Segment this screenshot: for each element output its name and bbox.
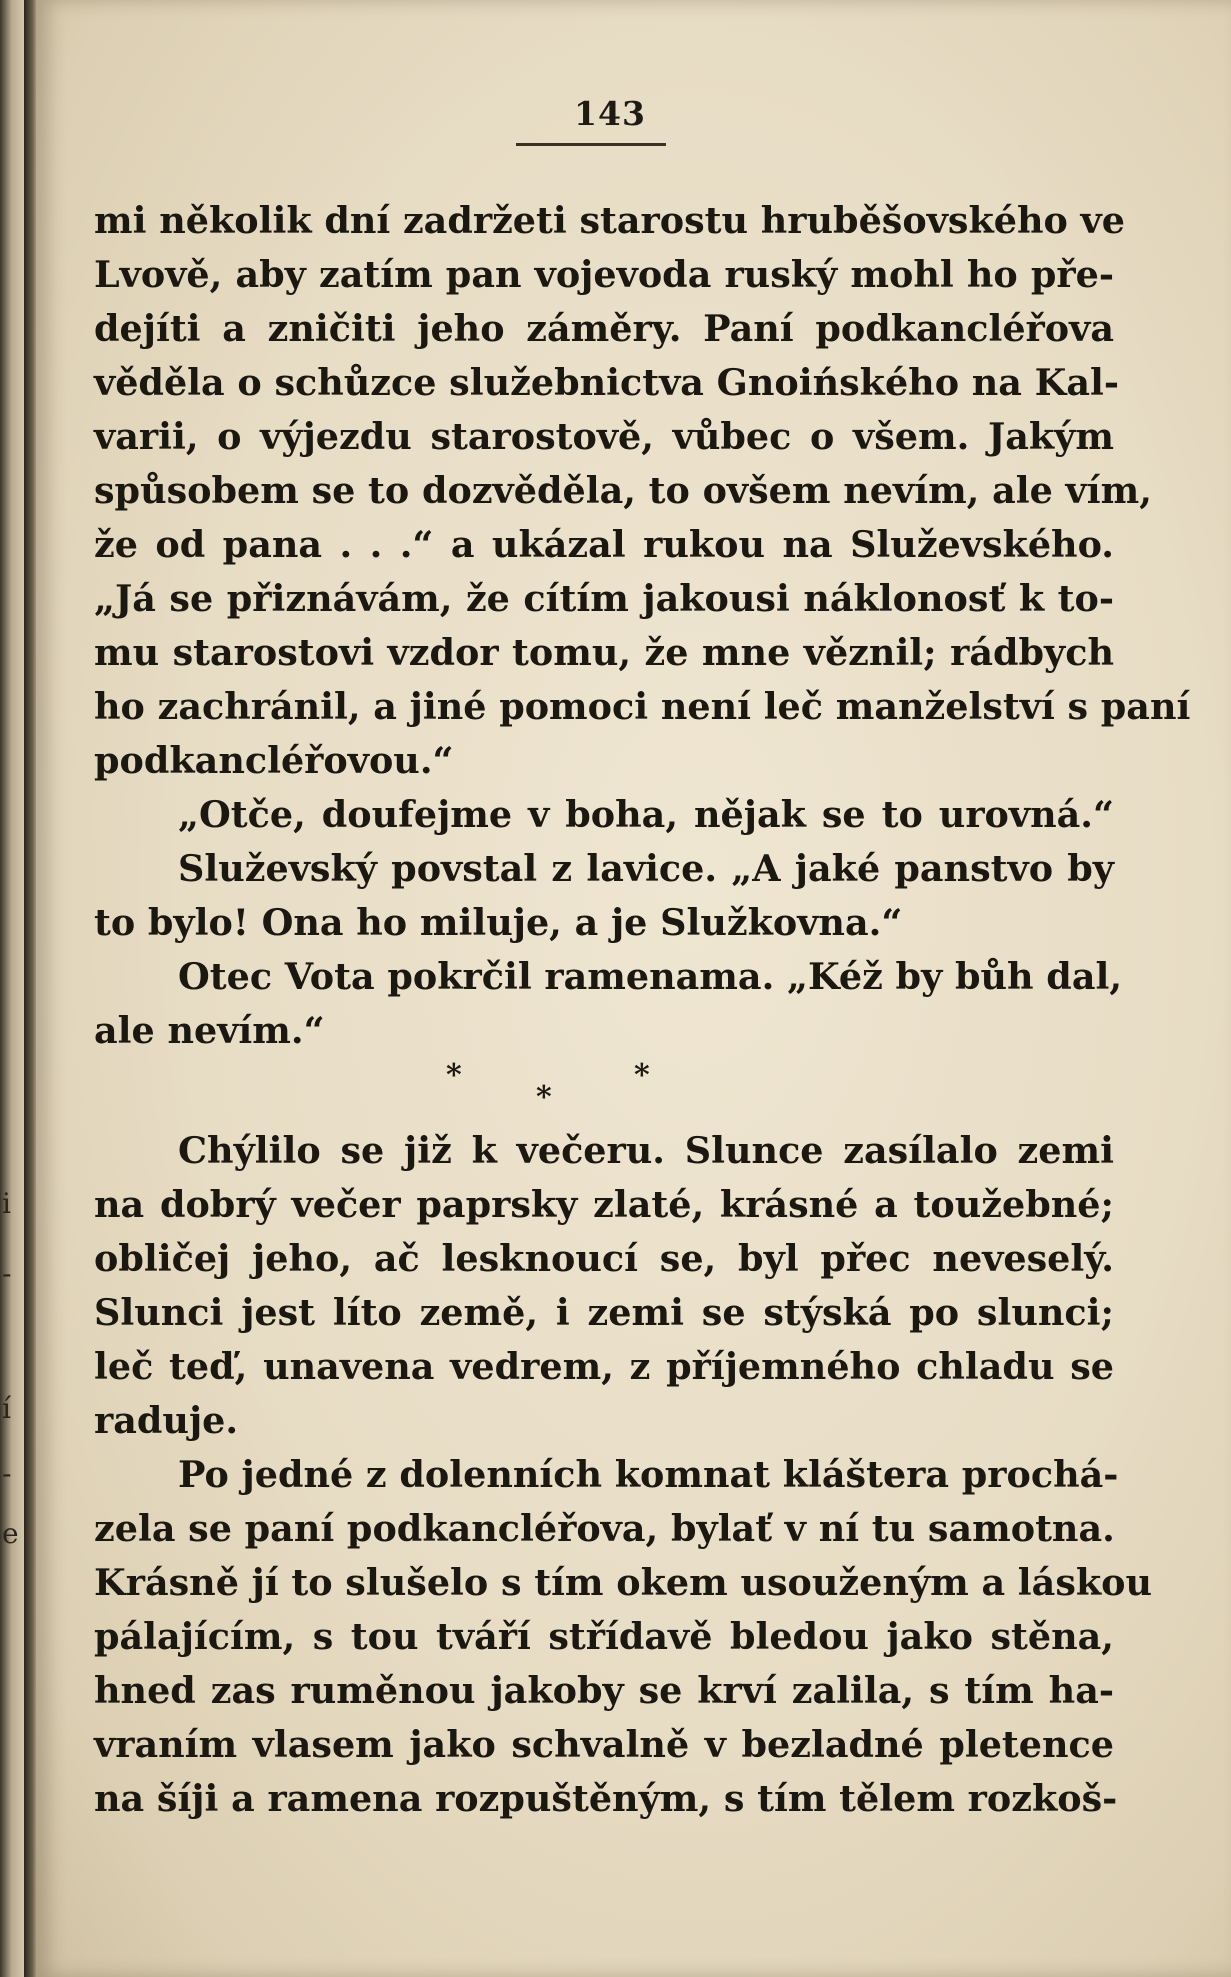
edge-letter: í (2, 1392, 11, 1425)
paragraph (94, 194, 1191, 788)
paragraph (94, 950, 1123, 1058)
text-line: dejíti a zničiti jeho záměry. Paní podkancléřova (94, 307, 1114, 350)
text-line: pálajícím, s tou tváří střídavě bledou jako stěna, (94, 1615, 1114, 1658)
text-line: vraním vlasem jako schvalně v bezladné pletence (94, 1723, 1114, 1766)
text-line: že od pana . . .“ a ukázal rukou na Služevského. (94, 523, 1114, 566)
text-line: varii, o výjezdu starostově, vůbec o všem. Jakým (94, 415, 1114, 458)
text-line: Krásně jí to slušelo s tím okem usouženým a láskou (94, 1561, 1153, 1604)
page-number: 143 (574, 94, 646, 133)
text-line: zela se paní podkancléřova, bylať v ní tu samotna. (94, 1507, 1115, 1550)
text-line: to bylo! Ona ho miluje, a je Služkovna.“ (94, 901, 903, 944)
previous-page-edge (0, 0, 26, 1977)
paragraph (94, 1448, 1153, 1826)
text-line: obličej jeho, ač lesknoucí se, byl přec neveselý. (94, 1237, 1114, 1280)
edge-letter: e (2, 1517, 19, 1550)
text-line: mi několik dní zadržeti starostu hruběšovského ve (94, 199, 1125, 242)
asterisk: * (446, 1058, 462, 1093)
edge-letter: i (2, 1187, 11, 1220)
book-page (36, 0, 1231, 1977)
text-line: „Já se přiznávám, že cítím jakousi náklonosť k to- (94, 577, 1114, 620)
text-line: věděla o schůzce služebnictva Gnoińského na Kal- (94, 361, 1120, 404)
edge-letter: - (2, 1457, 12, 1490)
body-text (94, 194, 1191, 1826)
paragraph (94, 788, 1114, 950)
asterisk: * (634, 1058, 650, 1093)
text-line: Po jedné z dolenních komnat kláštera prochá- (178, 1453, 1119, 1496)
text-line: na šíji a ramena rozpuštěným, s tím tělem rozkoš- (94, 1777, 1118, 1820)
text-line: Lvově, aby zatím pan vojevoda ruský mohl ho pře- (94, 253, 1114, 296)
edge-letter: - (2, 1257, 12, 1290)
text-line: podkancléřovou.“ (94, 739, 454, 782)
text-line: hned zas ruměnou jakoby se krví zalila, s tím ha- (94, 1669, 1114, 1712)
text-line: Slunci jest líto země, i zemi se stýská po slunci; (94, 1291, 1114, 1334)
text-line: raduje. (94, 1399, 239, 1442)
page-number-rule (516, 143, 666, 146)
text-line: spůsobem se to dozvěděla, to ovšem nevím, ale vím, (94, 469, 1152, 512)
text-line: ale nevím.“ (94, 1009, 325, 1052)
paragraph (94, 1124, 1114, 1448)
asterisk: * (536, 1080, 552, 1115)
text-line: Chýlilo se již k večeru. Slunce zasílalo zemi (178, 1129, 1114, 1172)
text-line: na dobrý večer paprsky zlaté, krásné a toužebné; (94, 1183, 1114, 1226)
text-line: ho zachránil, a jiné pomoci není leč manželství s paní (94, 685, 1191, 728)
text-line: Služevský povstal z lavice. „A jaké panstvo by (178, 847, 1114, 890)
text-line: „Otče, doufejme v boha, nějak se to urovná.“ (178, 793, 1114, 836)
text-line: leč teď, unavena vedrem, z příjemného chladu se (94, 1345, 1114, 1388)
section-break (94, 1058, 1114, 1124)
text-line: mu starostovi vzdor tomu, že mne věznil; rádbych (94, 631, 1114, 674)
text-line: Otec Vota pokrčil ramenama. „Kéž by bůh dal, (178, 955, 1123, 998)
previous-page-letters (2, 0, 24, 1977)
